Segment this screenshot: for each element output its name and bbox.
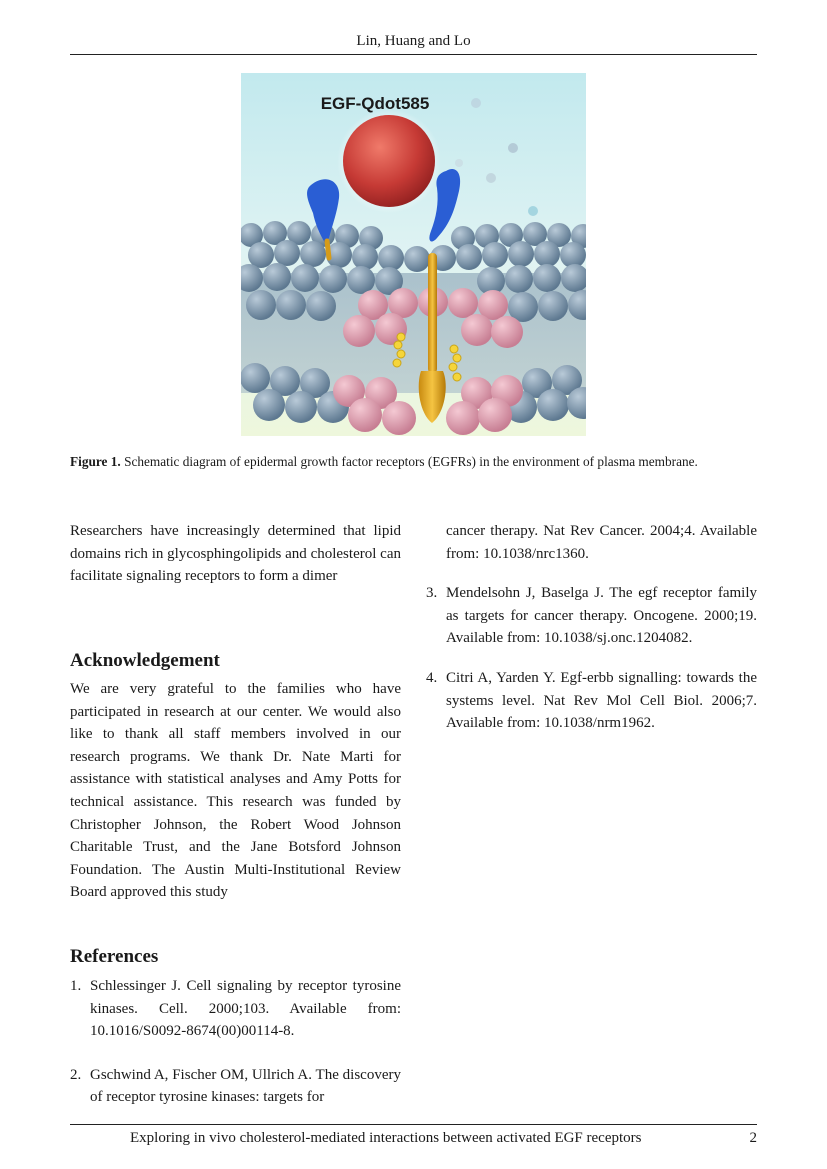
references-title: References xyxy=(70,946,159,967)
reference-number: 1. xyxy=(70,978,82,994)
footer-rule xyxy=(70,1124,757,1125)
footer-title: Exploring in vivo cholesterol-mediated interactions between activated EGF receptors xyxy=(130,1130,642,1146)
references-list-left xyxy=(70,975,401,1109)
intro-paragraph: Researchers have increasingly determined that lipid domains rich in glycosphingolipids and cholesterol can facilitate signaling receptors to form a dimer xyxy=(70,523,401,585)
reference-text: Schlessinger J. Cell signaling by receptor tyrosine kinases. Cell. 2000;103. Available from: 10.1016/S0092-8674(00)00114-8. xyxy=(90,978,401,1040)
reference-number xyxy=(426,520,446,565)
figure-caption xyxy=(70,452,757,472)
reference-number: 3. xyxy=(426,585,438,602)
reference-text: cancer therapy. Nat Rev Cancer. 2004;4. Available from: 10.1038/nrc1360. xyxy=(446,523,757,562)
acknowledgement-title: Acknowledgement xyxy=(70,650,220,671)
right-column xyxy=(426,520,757,735)
page-number: 2 xyxy=(749,1130,757,1146)
left-column xyxy=(70,520,401,1110)
running-header: Lin, Huang and Lo xyxy=(356,33,471,49)
reference-number: 2. xyxy=(70,1066,82,1083)
reference-text: Mendelsohn J, Baselga J. The egf receptor family as targets for cancer therapy. Oncogene. 2000;19. Available from: 10.1038/sj.onc.1204082. xyxy=(446,585,757,647)
reference-text: Gschwind A, Fischer OM, Ullrich A. The discovery of receptor tyrosine kinases: targets for xyxy=(90,1066,401,1106)
membrane-illustration xyxy=(241,73,586,436)
figure-label-text: EGF-Qdot585 xyxy=(320,94,430,113)
reference-text: Citri A, Yarden Y. Egf-erbb signalling: towards the systems level. Nat Rev Mol Cell Biol. 2006;7. Available from: 10.1038/nrm1962. xyxy=(446,669,757,732)
reference-item xyxy=(426,582,757,650)
reference-item xyxy=(426,667,757,735)
reference-number: 4. xyxy=(426,669,438,686)
acknowledgement-text: We are very grateful to the families who have participated in research at our center. We would also like to thank all staff members involved in our research programs. We thank Dr. Nate Marti for assistance with statistical analyses and Amy Potts for technical assistance. This research was funded by Christopher Johnson, the Robert Wood Johnson Charitable Trust, and the Jane Botsford Johnson Foundation. The Austin Multi-Institutional Review Board approved this study xyxy=(70,681,401,901)
figure-egfr-membrane xyxy=(241,73,586,436)
reference-item xyxy=(70,975,401,1043)
reference-item-continued xyxy=(426,520,757,565)
caption-text: Schematic diagram of epidermal growth factor receptors (EGFRs) in the environment of plasma membrane. xyxy=(124,454,698,469)
references-list-right xyxy=(426,520,757,735)
caption-label: Figure 1. xyxy=(70,454,121,469)
reference-item xyxy=(70,1064,401,1109)
header-rule xyxy=(70,54,757,55)
